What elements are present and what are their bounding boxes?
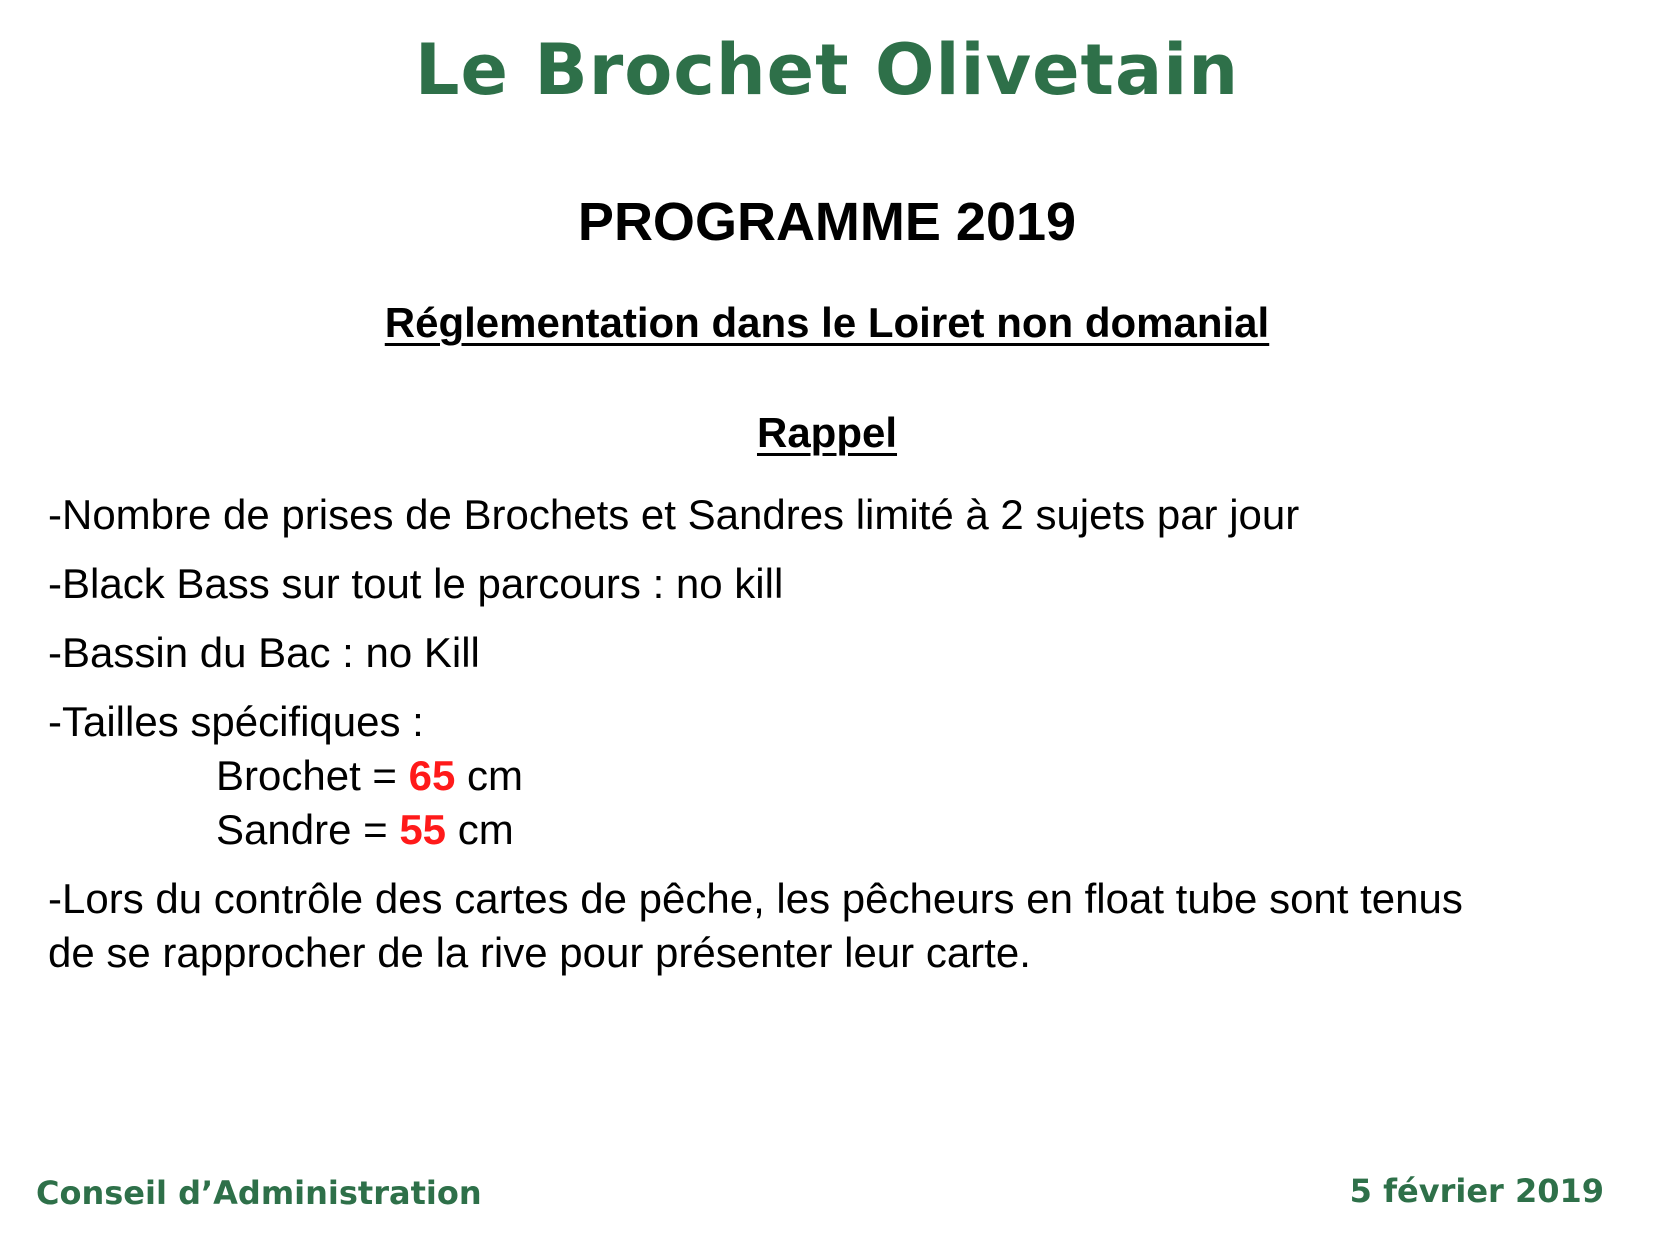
size-brochet — [48, 749, 1608, 803]
slide-title: Le Brochet Olivetain — [414, 29, 1240, 111]
size-sandre-value: 55 — [399, 806, 447, 853]
size-brochet-unit: cm — [455, 752, 523, 799]
rule-specific-sizes: -Tailles spécifiques : — [48, 698, 424, 745]
size-sandre-label: Sandre = — [216, 806, 400, 853]
footer-organization: Conseil d’Administration — [36, 1174, 482, 1212]
program-heading: PROGRAMME 2019 — [577, 192, 1077, 252]
rules-list — [48, 488, 1608, 980]
size-list — [48, 749, 1608, 857]
size-brochet-label: Brochet = — [216, 752, 409, 799]
size-sandre-unit: cm — [446, 806, 514, 853]
rule-bassin-du-bac: -Bassin du Bac : no Kill — [48, 629, 480, 676]
size-brochet-value: 65 — [408, 752, 456, 799]
size-sandre — [48, 803, 1608, 857]
rule-black-bass: -Black Bass sur tout le parcours : no kill — [48, 560, 784, 607]
footer-date: 5 février 2019 — [1349, 1172, 1604, 1210]
rule-float-tube: -Lors du contrôle des cartes de pêche, les pêcheurs en float tube sont tenus de se rapprocher de la rive pour présenter leur carte. — [48, 875, 1463, 976]
rappel-heading: Rappel — [756, 409, 898, 456]
regulation-subheading: Réglementation dans le Loiret non domanial — [384, 299, 1270, 346]
rule-catch-limit: -Nombre de prises de Brochets et Sandres limité à 2 sujets par jour — [48, 491, 1300, 538]
